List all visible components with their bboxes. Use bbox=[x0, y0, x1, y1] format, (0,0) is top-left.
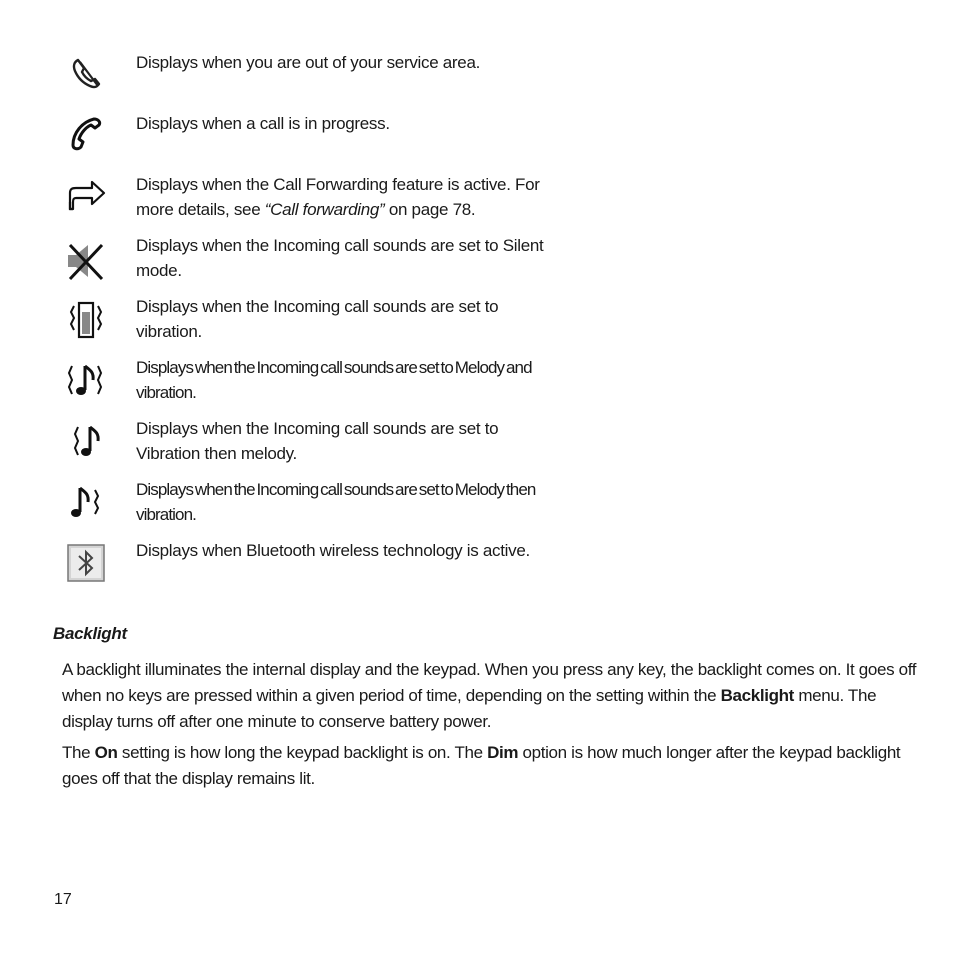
status-icon-description: Displays when a call is in progress. bbox=[136, 114, 390, 133]
status-icon-description: Displays when you are out of your service area. bbox=[136, 53, 481, 72]
backlight-paragraph-2 bbox=[62, 740, 922, 792]
backlight-paragraph-1 bbox=[62, 657, 922, 735]
melody-then-vibration-icon bbox=[64, 482, 108, 526]
description-text: Displays when the Call Forwarding feature is active. For more details, see bbox=[136, 175, 540, 219]
silent-mode-icon bbox=[64, 239, 108, 283]
section-title-backlight: Backlight bbox=[53, 624, 127, 643]
status-icon-description: Displays when the Incoming call sounds are set to Melody then vibration. bbox=[136, 480, 536, 524]
backlight-menu-term: Backlight bbox=[720, 686, 794, 705]
status-icon-description: Displays when the Incoming call sounds are set to Vibration then melody. bbox=[136, 419, 499, 463]
bluetooth-icon bbox=[64, 542, 108, 586]
out-of-service-icon bbox=[64, 52, 108, 96]
paragraph-text: setting is how long the keypad backlight is on. The bbox=[117, 743, 488, 762]
status-icon-description: Displays when the Incoming call sounds are set to Silent mode. bbox=[136, 236, 544, 280]
page-number: 17 bbox=[54, 891, 72, 908]
status-icon-description: Displays when the Incoming call sounds are set to vibration. bbox=[136, 297, 499, 341]
paragraph-text: The bbox=[62, 743, 95, 762]
paragraph-text: menu. The display turns off after one minute to conserve battery power. bbox=[62, 686, 877, 731]
vibration-then-melody-icon bbox=[64, 421, 108, 465]
description-text: on page 78. bbox=[384, 200, 476, 219]
status-icon-description: Displays when the Incoming call sounds are set to Melody and vibration. bbox=[136, 358, 532, 402]
vibration-icon bbox=[64, 298, 108, 342]
dim-option-term: Dim bbox=[487, 743, 519, 762]
paragraph-text: A backlight illuminates the internal display and the keypad. When you press any key, the backlight comes on. It goes off when no keys are pressed within a given period of time, depending on the setting within the bbox=[62, 660, 917, 705]
call-forwarding-link[interactable]: “Call forwarding” bbox=[264, 200, 385, 219]
paragraph-text: option is how much longer after the keypad backlight goes off that the display remains lit. bbox=[62, 743, 901, 788]
call-in-progress-icon bbox=[64, 113, 108, 157]
on-setting-term: On bbox=[94, 743, 118, 762]
status-icon-description bbox=[136, 172, 546, 222]
call-forwarding-icon bbox=[64, 175, 108, 219]
melody-and-vibration-icon bbox=[64, 360, 108, 404]
status-icon-description: Displays when Bluetooth wireless technology is active. bbox=[136, 541, 530, 560]
